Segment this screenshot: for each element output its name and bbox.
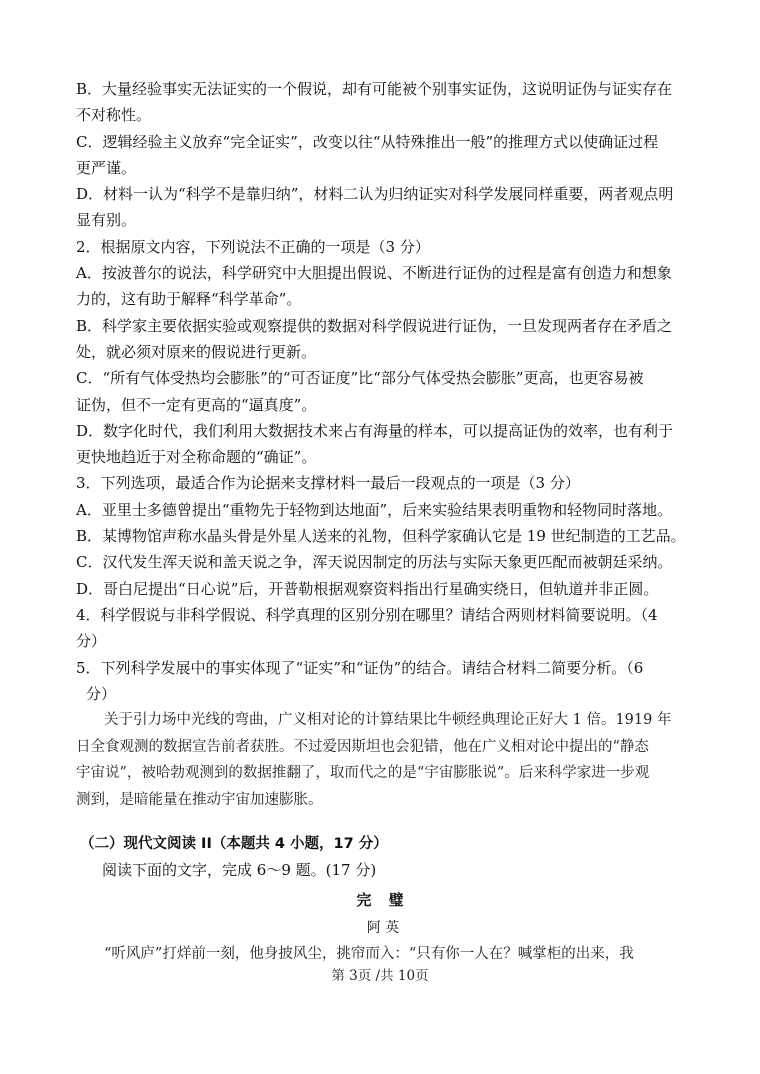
q5-line2: 分） (86, 684, 117, 703)
section-instruction: 阅读下面的文字，完成 6～9 题。(17 分) (102, 861, 377, 880)
q2-option-b-line2: 处，就必须对原来的假说进行更新。 (76, 342, 317, 361)
question-1-options (76, 76, 690, 234)
q1-option-c-line1: C．逻辑经验主义放弃“完全证实”，改变以往“从特殊推出一般”的推理方式以使确证过程 (76, 132, 659, 151)
page-footer: 第 3页 /共 10页 (331, 968, 429, 984)
q1-option-b-line2: 不对称性。 (76, 106, 152, 125)
story-first-line: “听风庐”打烊前一刻，他身披风尘，挑帘而入：“只有你一人在？喊掌柜的出来，我 (104, 946, 634, 963)
section-heading: （二）现代文阅读 II（本题共 4 小题，17 分） (80, 836, 388, 853)
q5-passage (76, 707, 690, 813)
q1-option-c-line2: 更严谨。 (76, 158, 137, 177)
q2-option-c-line1: C．“所有气体受热均会膨胀”的“可否证度”比“部分气体受热会膨胀”更高，也更容易被 (76, 369, 644, 388)
q3-option-a: A．亚里士多德曾提出“重物先于轻物到达地面”，后来实验结果表明重物和轻物同时落地。 (76, 500, 673, 519)
q3-stem: 3．下列选项，最适合作为论据来支撑材料一最后一段观点的一项是（3 分） (76, 474, 580, 493)
q2-stem: 2．根据原文内容，下列说法不正确的一项是（3 分） (76, 237, 430, 256)
q2-option-a-line2: 力的，这有助于解释“科学革命”。 (76, 290, 302, 309)
q1-option-d-line2: 显有别。 (76, 211, 137, 230)
story-title: 完 璧 (356, 891, 410, 910)
passage-line3: 宇宙说”，被哈勃观测到的数据推翻了，取而代之的是“宇宙膨胀说”。后来科学家进一步观 (76, 765, 650, 782)
q2-option-c-line2: 证伪，但不一定有更高的“逼真度”。 (76, 395, 317, 414)
q1-option-d-line1: D．材料一认为“科学不是靠归纳”，材料二认为归纳证实对科学发展同样重要，两者观点明 (76, 185, 674, 204)
q2-option-b-line1: B．科学家主要依据实验或观察提供的数据对科学假说进行证伪，一旦发现两者存在矛盾之 (76, 316, 673, 335)
q3-option-d: D．哥白尼提出“日心说”后，开普勒根据观察资料指出行星确实绕日，但轨道并非正圆。 (76, 579, 659, 598)
q5-line1: 5．下列科学发展中的事实体现了“证实”和“证伪”的结合。请结合材料二简要分析。（6 (76, 658, 644, 677)
q1-option-b-line1: B．大量经验事实无法证实的一个假说，却有可能被个别事实证伪，这说明证伪与证实存在 (76, 80, 673, 98)
passage-line1: 关于引力场中光线的弯曲，广义相对论的计算结果比牛顿经典理论正好大 1 倍。1919 年 (104, 712, 672, 729)
passage-line2: 日全食观测的数据宣告前者获胜。不过爱因斯坦也会犯错，他在广义相对论中提出的“静态 (76, 738, 649, 755)
q4-line2: 分） (76, 632, 107, 651)
q2-option-d-line2: 更快地趋近于对全称命题的“确证”。 (76, 448, 317, 467)
question-5 (76, 655, 690, 708)
q4-line1: 4．科学假说与非科学假说、科学真理的区别分别在哪里？请结合两则材料简要说明。（4 (76, 605, 658, 624)
question-4 (76, 602, 690, 655)
q3-option-c: C．汉代发生浑天说和盖天说之争，浑天说因制定的历法与实际天象更匹配而被朝廷采纳。 (76, 553, 673, 572)
passage-line4: 测到，是暗能量在推动宇宙加速膨胀。 (76, 791, 323, 808)
q2-option-a-line1: A．按波普尔的说法，科学研究中大胆提出假说、不断进行证伪的过程是富有创造力和想象 (76, 264, 672, 283)
exam-page (76, 76, 690, 968)
q3-option-b: B．某博物馆声称水晶头骨是外星人送来的礼物，但科学家确认它是 19 世纪制造的工艺品。 (76, 527, 686, 546)
story-author: 阿 英 (366, 920, 400, 937)
question-3 (76, 470, 690, 601)
question-2 (76, 234, 690, 471)
q2-option-d-line1: D．数字化时代，我们利用大数据技术来占有海量的样本，可以提高证伪的效率，也有利于 (76, 421, 674, 440)
